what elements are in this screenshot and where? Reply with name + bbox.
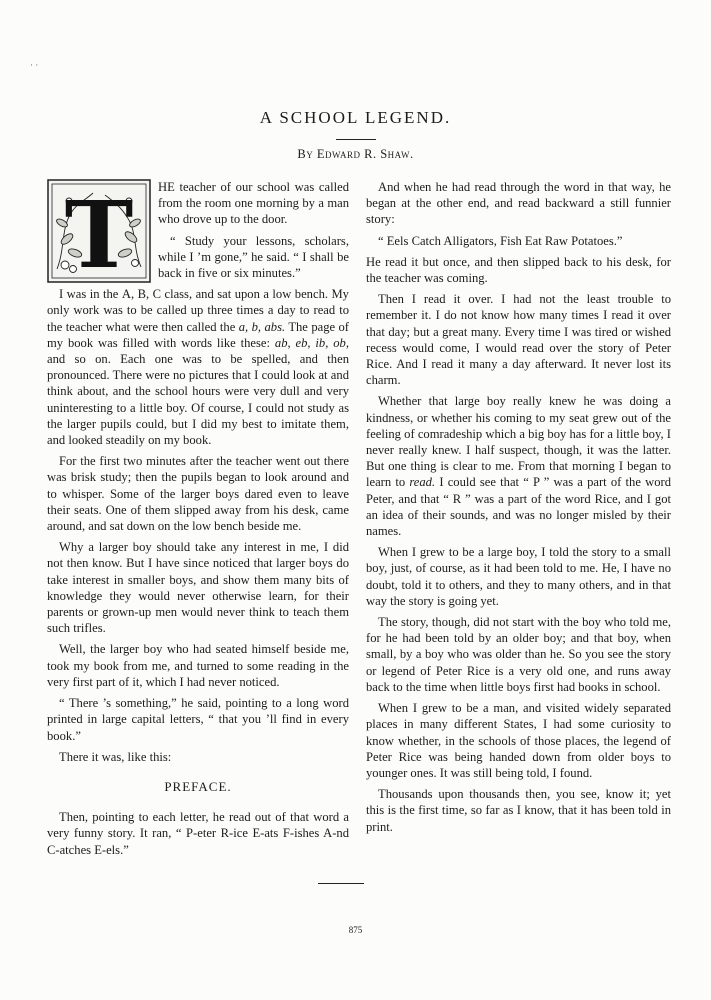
paragraph: And when he had read through the word in that way, he began at the other end, and read backward a still funnier story: xyxy=(366,180,671,227)
paragraph: Well, the larger boy who had seated himself beside me, took my book from me, and turned to some reading in the very first part of it, which I had never noticed. xyxy=(47,642,349,689)
dropcap-illustration xyxy=(47,179,151,283)
paragraph: HE teacher of our school was called from the room one morning by a man who drove up to the door. xyxy=(158,180,349,227)
article-byline: By Edward R. Shaw. xyxy=(297,147,414,161)
italic-words: ab, eb, ib, ob, xyxy=(274,335,349,350)
paragraph: Then I read it over. I had not the least trouble to remember it. I do not know how many times I read it over that day; but a great many. Every time I was tired or wished recess would come, I would read over the story of Peter Rice. And I read it many a day afterward. It never lost its charm. xyxy=(366,292,671,388)
paragraph: “ There ’s something,” he said, pointing to a long word printed in large capital letters, “ that you ’ll find in every book.” xyxy=(47,696,349,743)
footer-divider xyxy=(318,883,364,884)
paragraph: When I grew to be a man, and visited widely separated places in many different States, I had some curiosity to know whether, in the schools of those places, the legend of Peter Rice was being handed down from older boys to younger ones. It was still being told, I found. xyxy=(366,701,671,780)
paragraph: For the first two minutes after the teacher went out there was brisk study; then the pupils began to look around and to whisper. Some of the larger boys dared even to leave their seats. One of them slipped away from his desk, came around, and sat down on the low bench beside me. xyxy=(47,454,349,534)
paragraph: Then, pointing to each letter, he read out of that word a very funny story. It ran, “ P-eter R-ice E-ats F-ishes A-nd C-atches E-els.” xyxy=(47,810,349,857)
paragraph: “ Eels Catch Alligators, Fish Eat Raw Potatoes.” xyxy=(378,233,623,248)
paragraph: Thousands upon thousands then, you see, know it; yet this is the first time, so far as I know, that it has been told in print. xyxy=(366,787,671,834)
paragraph: The story, though, did not start with the boy who told me, for he had been told by an older boy; and that boy, when small, by a boy who was older than he. So you see the story or legend of Peter Rice is a very old one, and runs away back to the time when little boys first had books in school. xyxy=(366,615,671,694)
italic-read: read. xyxy=(409,475,436,490)
paragraph: There it was, like this: xyxy=(59,749,172,764)
paragraph: “ Study your lessons, scholars, while I ’m gone,” he said. “ I shall be back in five or six minutes.” xyxy=(158,233,349,281)
title-divider xyxy=(336,139,376,140)
paragraph: Whether that large boy really knew he was doing a kindness, or whether his coming to my seat grew out of the feeling of comradeship which a big boy has for a little boy, I never really knew. I half suspect, though, it was the latter. But one thing is clear to me. From that morning I began to learn to read. I could see that “ P ” was a part of the word Peter, and that “ R ” was a part of the word Rice, and I got an idea of their sounds, and was no longer misled by their names. xyxy=(366,394,672,539)
paragraph: I was in the A, B, C class, and sat upon a low bench. My only work was to be called up three times a day to read to the teacher what were then called the a, b, abs. The page of my book was filled with words like these: ab, eb, ib, ob, and so on. Each one was to be spelled, and then pronounced. There were no pictures that I could look at and think about, and the school hours were very dull and very uninteresting to a little boy. Of course, I could not study as the larger pupils could, but I did my best to imitate them, and looked steadily on my book. xyxy=(47,287,349,448)
paragraph: Why a larger boy should take any interest in me, I did not then know. But I have since noticed that larger boys do take interest in smaller boys, and show them many bits of knowledge they would never otherwise learn, for their parents or grown-up men would never think to teach them such trifles. xyxy=(47,540,349,636)
preface-heading: PREFACE. xyxy=(164,778,232,794)
page-number: 875 xyxy=(348,925,363,935)
article-title: A SCHOOL LEGEND. xyxy=(259,108,452,127)
corner-marks: · · xyxy=(30,60,39,70)
left-column xyxy=(47,179,349,863)
dropcap-letter: T xyxy=(64,181,134,283)
illuminated-initial-icon xyxy=(47,179,151,283)
italic-abs: a, b, abs. xyxy=(238,319,286,334)
right-column xyxy=(366,179,671,840)
paragraph: When I grew to be a large boy, I told the story to a small boy, just, of course, as it had been told to me. He, I have no doubt, told it to others, and they to many others, and in that way the story is going yet. xyxy=(366,545,671,608)
abc-class: A, B, C xyxy=(121,287,161,302)
paragraph: He read it but once, and then slipped back to his desk, for the teacher was coming. xyxy=(366,254,671,286)
